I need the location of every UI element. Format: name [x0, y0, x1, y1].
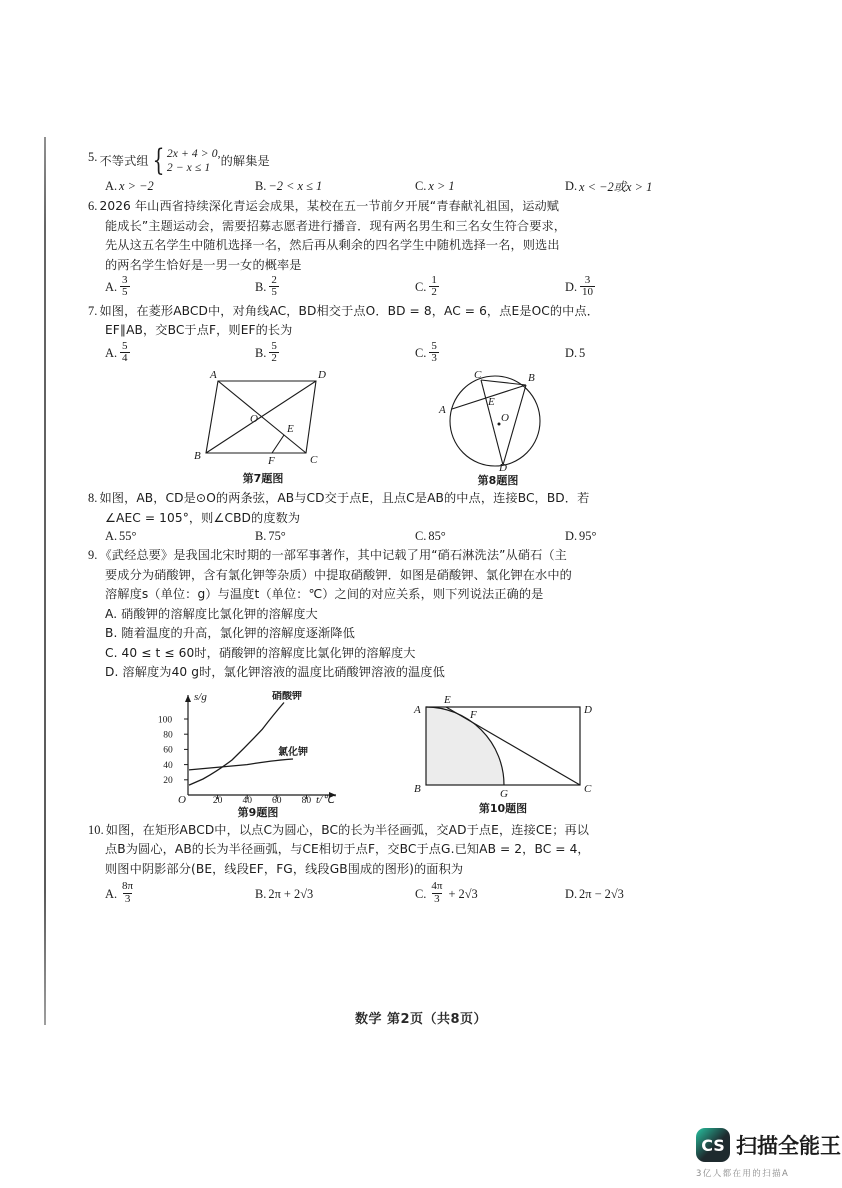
label-A: A: [210, 369, 217, 382]
svg-text:40: 40: [242, 795, 252, 803]
label-G: G: [500, 787, 508, 799]
question-7: [88, 302, 698, 366]
question-9-option-d[interactable]: D. 溶解度为40 g时，氯化钾溶液的温度比硝酸钾溶液的温度低: [105, 665, 445, 680]
label-E: E: [444, 693, 451, 706]
origin-label: O: [178, 793, 186, 803]
solubility-chart: [148, 691, 348, 803]
label-E: E: [488, 396, 495, 409]
series-label-chloride: 氯化钾: [278, 746, 308, 758]
question-5-number: 5.: [88, 150, 98, 164]
label-O: O: [501, 412, 509, 425]
figure-7-caption: 第7题图: [242, 472, 284, 486]
figure-10-caption: 第10题图: [478, 801, 528, 815]
questions-container: [88, 143, 698, 908]
figure-question-10: [408, 693, 598, 816]
question-6-number: 6.: [88, 199, 98, 213]
question-10-options: [88, 882, 698, 906]
label-B: B: [414, 782, 421, 795]
page-binding-line: [44, 137, 46, 1025]
question-9-line-3: 溶解度s（单位：g）与温度t（单位：℃）之间的对应关系，则下列说法正确的是: [105, 587, 544, 602]
label-E: E: [287, 423, 294, 436]
label-C: C: [474, 369, 482, 382]
figure-question-8: [433, 369, 563, 488]
question-9-option-c[interactable]: C. 40 ≤ t ≤ 60时，硝酸钾的溶解度比氯化钾的溶解度大: [105, 645, 416, 660]
camscanner-tagline: 3亿人都在用的扫描A: [696, 1169, 790, 1179]
option-b[interactable]: B. $\frac{2}{5}$: [255, 274, 277, 299]
question-6-line-2: 能成长”主题运动会，需要招募志愿者进行播音．现有两名男生和三名女生符合要求，: [105, 218, 567, 233]
question-8: [88, 489, 698, 544]
option-d[interactable]: D. 95°: [565, 529, 597, 544]
question-10-line-3: 则图中阴影部分(BE，线段EF，FG，线段GB围成的图形)的面积为: [105, 861, 464, 876]
svg-text:60: 60: [163, 745, 173, 756]
page-footer: 数学 第2页（共8页）: [354, 1012, 488, 1027]
question-9-option-b[interactable]: B. 随着温度的升高，氯化钾的溶解度逐渐降低: [105, 626, 355, 641]
question-9-number: 9.: [88, 548, 98, 563]
label-A: A: [414, 703, 421, 716]
question-8-line-2: ∠AEC = 105°，则∠CBD的度数为: [105, 510, 301, 525]
option-a[interactable]: A. x > −2: [105, 178, 154, 193]
question-10-line-1: 如图，在矩形ABCD中，以点C为圆心，BC的长为半径画弧，交AD于点E，连接CE；再以: [105, 822, 590, 837]
figure-question-7: [188, 369, 338, 486]
question-10-line-2: 点B为圆心，AB的长为半径画弧，与CE相切于点F，交BC于点G.已知AB = 2，BC = 4，: [105, 842, 590, 857]
question-6-line-1: 2026 年山西省持续深化青运会成果，某校在五一节前夕开展“青春献礼祖国，运动赋: [99, 199, 560, 213]
question-7-options: [88, 339, 698, 366]
svg-text:60: 60: [272, 795, 282, 803]
label-D: D: [318, 369, 326, 382]
label-B: B: [528, 372, 535, 385]
label-F: F: [470, 708, 477, 721]
option-d[interactable]: D. 2π − 2√3: [565, 886, 624, 901]
question-5-options: [88, 177, 698, 195]
question-7-line-2: EF∥AB，交BC于点F，则EF的长为: [105, 323, 293, 338]
option-a[interactable]: A. $\frac{3}{5}$: [105, 274, 128, 299]
camscanner-watermark: [696, 1128, 842, 1188]
question-5-stem-prefix: 不等式组: [99, 153, 149, 168]
option-b[interactable]: B. 2π + 2√3: [255, 886, 314, 901]
label-D: D: [499, 462, 507, 472]
option-b[interactable]: B. −2 < x ≤ 1: [255, 178, 323, 193]
figure-9-caption: 第9题图: [237, 805, 279, 819]
system-row-1: 2x + 4 > 0,: [166, 147, 221, 160]
rectangle-arcs-diagram: [408, 693, 598, 799]
question-9-option-a[interactable]: A. 硝酸钾的溶解度比氯化钾的溶解度大: [105, 606, 318, 621]
option-b[interactable]: B. 75°: [255, 529, 286, 544]
option-c[interactable]: C. $\frac{4\pi}{3}$ + 2√3: [415, 880, 478, 905]
circle-chords-diagram: [433, 369, 563, 471]
svg-text:20: 20: [163, 775, 173, 786]
figure-8-caption: 第8题图: [477, 474, 519, 488]
option-a[interactable]: A. $\frac{8\pi}{3}$: [105, 880, 134, 905]
question-9-line-1: 《武经总要》是我国北宋时期的一部军事著作，其中记载了用“硝石淋洗法”从硝石（主: [99, 548, 567, 563]
option-b[interactable]: B. $\frac{5}{2}$: [255, 339, 277, 364]
system-row-2: 2 − x ≤ 1: [166, 161, 211, 174]
option-c[interactable]: C. $\frac{1}{2}$: [415, 274, 437, 299]
rhombus-diagram: [188, 369, 338, 469]
question-6-options: [88, 276, 698, 300]
question-10: [88, 821, 698, 906]
label-C: C: [584, 782, 592, 795]
camscanner-name: 扫描全能王: [736, 1134, 841, 1158]
question-6-line-3: 先从这五名学生中随机选择一名，然后再从剩余的四名学生中随机选择一名，则选出: [105, 238, 560, 252]
option-d[interactable]: D. $\frac{3}{10}$: [565, 274, 594, 299]
question-5-stem-suffix: 的解集是: [220, 153, 270, 168]
option-a[interactable]: A. 55°: [105, 529, 137, 544]
question-8-number: 8.: [88, 491, 98, 506]
svg-text:20: 20: [212, 795, 223, 803]
question-9: [88, 546, 698, 683]
question-8-line-1: 如图，AB，CD是⊙O的两条弦，AB与CD交于点E，且点C是AB的中点，连接BC，BD．若: [99, 491, 590, 506]
option-c[interactable]: C. x > 1: [415, 178, 455, 193]
svg-text:100: 100: [157, 715, 173, 726]
question-8-options: [88, 529, 698, 544]
label-F: F: [268, 455, 275, 468]
svg-text:80: 80: [163, 730, 173, 741]
svg-text:40: 40: [163, 760, 173, 771]
series-nitrate-curve: [189, 702, 284, 785]
label-C: C: [310, 454, 318, 467]
option-c[interactable]: C. $\frac{5}{3}$: [415, 339, 437, 364]
y-axis-label: s/g: [194, 690, 207, 703]
question-10-number: 10.: [88, 822, 104, 837]
option-a[interactable]: A. $\frac{5}{4}$: [105, 339, 128, 364]
question-6: [88, 197, 698, 300]
series-label-nitrate: 硝酸钾: [272, 690, 302, 702]
label-O: O: [250, 413, 258, 426]
question-7-number: 7.: [88, 303, 98, 318]
camscanner-logo-icon: CS: [696, 1128, 730, 1162]
svg-text:80: 80: [301, 795, 312, 803]
question-5-system: { 2x + 4 > 0, 2 − x ≤ 1: [152, 143, 221, 178]
option-d[interactable]: D. x < −2或x > 1: [565, 178, 653, 194]
label-D: D: [584, 703, 592, 716]
question-9-line-2: 要成分为硝酸钾，含有氯化钾等杂质）中提取硝酸钾．如图是硝酸钾、氯化钾在水中的: [105, 567, 572, 582]
question-5: [88, 143, 698, 195]
figures-row-7-8: [88, 369, 698, 487]
question-6-line-4: 的两名学生恰好是一男一女的概率是: [105, 257, 302, 272]
label-B: B: [194, 450, 201, 463]
question-7-line-1: 如图，在菱形ABCD中，对角线AC，BD相交于点O．BD = 8，AC = 6，点E是OC的中点．: [99, 303, 600, 318]
option-d[interactable]: D. 5: [565, 345, 586, 360]
x-axis-label: t/℃: [316, 793, 335, 803]
series-chloride-curve: [189, 759, 293, 770]
option-c[interactable]: C. 85°: [415, 529, 446, 544]
figures-row-9-10: [88, 691, 698, 819]
figure-question-9: [148, 691, 348, 820]
label-A: A: [439, 404, 446, 417]
